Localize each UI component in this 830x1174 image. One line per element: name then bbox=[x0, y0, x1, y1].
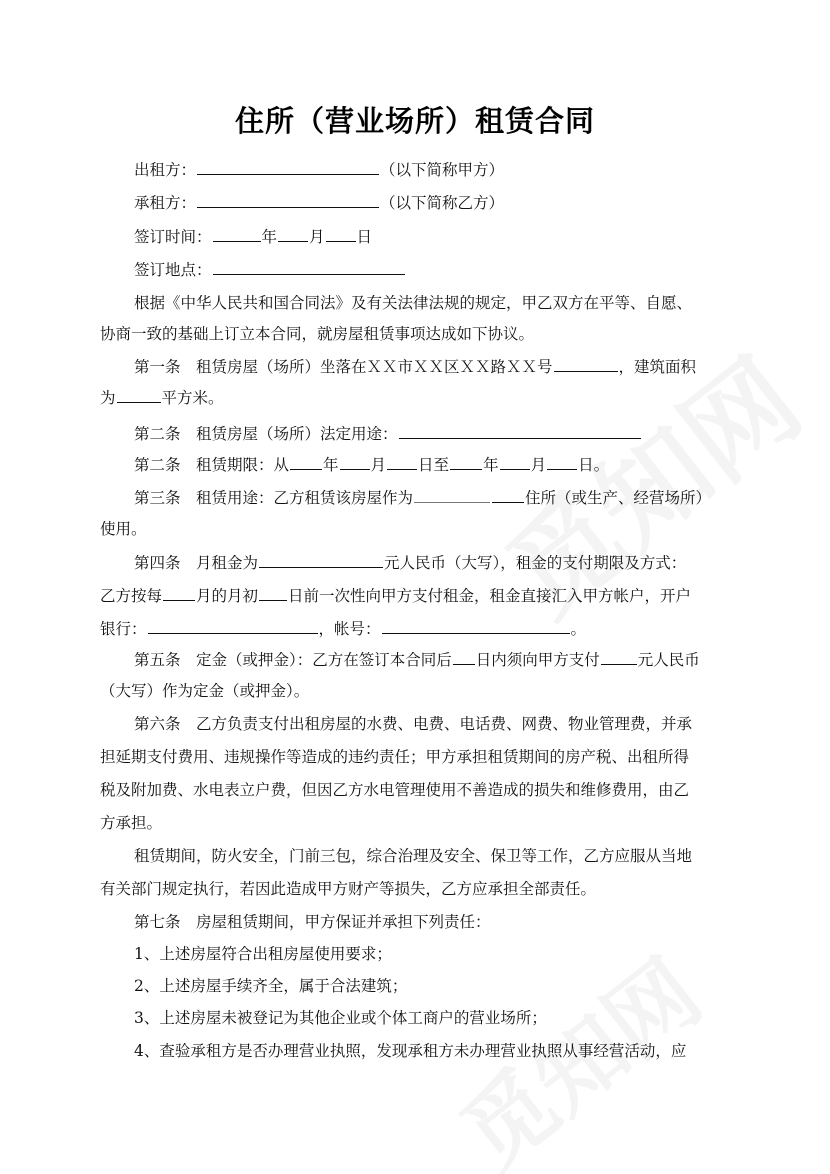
term-text-f: 月 bbox=[530, 456, 547, 474]
article4-line-1 bbox=[134, 553, 740, 573]
term-to-year-blank[interactable] bbox=[450, 455, 482, 470]
term-from-month-blank[interactable] bbox=[340, 455, 370, 470]
term-text-c: 月 bbox=[370, 456, 387, 474]
term-from-day-blank[interactable] bbox=[387, 455, 417, 470]
article2-use-text: 第二条 租赁房屋（场所）法定用途： bbox=[134, 425, 398, 443]
article3-usage-blank-b[interactable] bbox=[492, 488, 524, 503]
article5-text-b: 日内须向甲方支付 bbox=[475, 651, 600, 669]
article4-text-b: 元人民币（大写），租金的支付期限及方式： bbox=[384, 554, 687, 572]
article5-line-1 bbox=[134, 650, 740, 670]
account-blank[interactable] bbox=[382, 619, 570, 634]
account-label: ，帐号： bbox=[318, 620, 381, 638]
safety-line-1: 租赁期间，防火安全，门前三包，综合治理及安全、保卫等工作，乙方应服从当地 bbox=[134, 847, 693, 865]
sign-place-label: 签订地点： bbox=[134, 261, 212, 279]
article1-text-c: 为 bbox=[100, 389, 116, 407]
article5-line-2: （大写）作为定金（或押金）。 bbox=[100, 682, 310, 700]
article1-area-blank[interactable] bbox=[554, 357, 618, 372]
article3-text-b: 住所（或生产、经营场所） bbox=[525, 489, 712, 507]
rent-amount-blank[interactable] bbox=[259, 553, 383, 568]
lessor-label: 出租方： bbox=[134, 161, 197, 179]
sign-day-blank[interactable] bbox=[326, 227, 356, 242]
lessee-blank[interactable] bbox=[197, 193, 379, 208]
lessee-label: 承租方： bbox=[134, 194, 197, 212]
article4-end: 。 bbox=[570, 620, 587, 638]
term-text-g: 日。 bbox=[578, 456, 610, 474]
bank-label: 银行： bbox=[100, 620, 147, 638]
intro-line-1: 根据《中华人民共和国合同法》及有关法律法规的规定，甲乙双方在平等、自愿、 bbox=[134, 294, 693, 312]
article1-text-d: 平方米。 bbox=[161, 389, 224, 407]
legal-use-blank[interactable] bbox=[399, 424, 641, 439]
article1-line-2 bbox=[100, 388, 740, 408]
rent-due-day-blank[interactable] bbox=[259, 586, 287, 601]
sign-month-blank[interactable] bbox=[278, 227, 308, 242]
article6-line-3: 税及附加费、水电表立户费，但因乙方水电管理使用不善造成的损失和维修费用，由乙 bbox=[100, 781, 690, 799]
day-label: 日 bbox=[356, 228, 373, 246]
article6-line-1: 第六条 乙方负责支付出租房屋的水费、电费、电话费、网费、物业管理费，并承 bbox=[134, 715, 693, 733]
article7-item-4: 4、查验承租方是否办理营业执照，发现承租方未办理营业执照从事经营活动，应 bbox=[134, 1042, 687, 1060]
deposit-amount-blank[interactable] bbox=[601, 650, 637, 665]
lessor-blank[interactable] bbox=[197, 160, 379, 175]
rent-period-blank[interactable] bbox=[163, 586, 195, 601]
sign-place-line bbox=[134, 260, 740, 280]
article6-line-2: 担延期支付费用、违规操作等造成的违约责任；甲方承担租赁期间的房产税、出租所得 bbox=[100, 748, 690, 766]
sign-time-label: 签订时间： bbox=[134, 228, 212, 246]
bank-blank[interactable] bbox=[148, 619, 318, 634]
article7-heading: 第七条 房屋租赁期间，甲方保证并承担下列责任： bbox=[134, 913, 491, 931]
term-text-e: 年 bbox=[483, 456, 499, 474]
article4-text-e: 日前一次性向甲方支付租金，租金直接汇入甲方帐户，开户 bbox=[288, 587, 692, 605]
article4-line-3 bbox=[100, 619, 740, 639]
term-text-b: 年 bbox=[323, 456, 339, 474]
sign-time-line bbox=[134, 227, 740, 247]
article3-line-2: 使用。 bbox=[100, 520, 147, 538]
article4-line-2 bbox=[100, 586, 740, 606]
article5-text-a: 第五条 定金（或押金）：乙方在签订本合同后 bbox=[134, 651, 452, 669]
article4-text-a: 第四条 月租金为 bbox=[134, 554, 259, 572]
article1-sqm-blank[interactable] bbox=[117, 388, 161, 403]
lessor-suffix: （以下简称甲方） bbox=[380, 161, 505, 179]
document-title: 住所（营业场所）租赁合同 bbox=[234, 104, 595, 138]
article1-text-b: ，建筑面积 bbox=[618, 358, 697, 376]
sign-place-blank[interactable] bbox=[213, 260, 405, 275]
article3-text-a: 第三条 租赁用途：乙方租赁该房屋作为 bbox=[134, 489, 414, 507]
article7-item-2: 2、上述房屋手续齐全，属于合法建筑； bbox=[134, 977, 408, 995]
article7-item-1: 1、上述房屋符合出租房屋使用要求； bbox=[134, 945, 392, 963]
lessor-line bbox=[134, 160, 740, 180]
term-from-year-blank[interactable] bbox=[290, 455, 322, 470]
article4-text-d: 月的月初 bbox=[196, 587, 259, 605]
sign-year-blank[interactable] bbox=[213, 227, 261, 242]
article1-line-1 bbox=[134, 357, 740, 377]
term-to-month-blank[interactable] bbox=[500, 455, 530, 470]
article3-usage-blank-a[interactable] bbox=[414, 488, 490, 503]
intro-line-2: 协商一致的基础上订立本合同，就房屋租赁事项达成如下协议。 bbox=[100, 325, 535, 343]
article4-text-c: 乙方按每 bbox=[100, 587, 163, 605]
article7-item-3: 3、上述房屋未被登记为其他企业或个体工商户的营业场所； bbox=[134, 1009, 547, 1027]
year-label: 年 bbox=[261, 228, 278, 246]
article6-line-4: 方承担。 bbox=[100, 814, 163, 832]
article2-use-line bbox=[134, 424, 740, 444]
article3-line-1 bbox=[134, 488, 740, 508]
safety-line-2: 有关部门规定执行，若因此造成甲方财产等损失，乙方应承担全部责任。 bbox=[100, 880, 597, 898]
article2-term-line bbox=[134, 455, 740, 475]
month-label: 月 bbox=[309, 228, 325, 246]
article1-text-a: 第一条 租赁房屋（场所）坐落在ＸＸ市ＸＸ区ＸＸ路ＸＸ号 bbox=[134, 358, 553, 376]
article5-text-c: 元人民币 bbox=[637, 651, 700, 669]
lessee-line bbox=[134, 193, 740, 213]
lessee-suffix: （以下简称乙方） bbox=[380, 194, 505, 212]
term-to-day-blank[interactable] bbox=[547, 455, 577, 470]
deposit-days-blank[interactable] bbox=[453, 650, 475, 665]
term-text-d: 日至 bbox=[418, 456, 450, 474]
term-text-a: 第二条 租赁期限：从 bbox=[134, 456, 290, 474]
